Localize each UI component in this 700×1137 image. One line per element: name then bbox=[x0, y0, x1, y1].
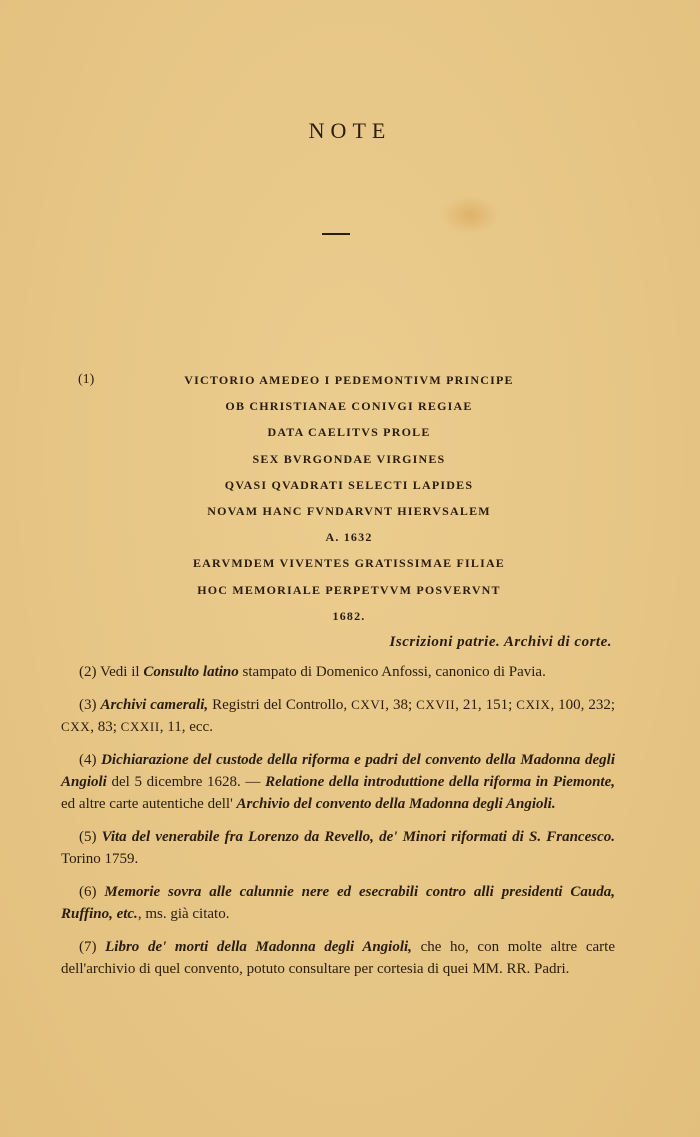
footnote-text: CXX bbox=[61, 719, 91, 734]
footnote-text: (3) bbox=[79, 697, 101, 713]
footnote-text: (7) bbox=[79, 939, 106, 955]
footnote-text: CXIX bbox=[516, 697, 551, 712]
footnote-text: , 21, 151; bbox=[455, 697, 517, 713]
footnote-text: (5) bbox=[79, 829, 102, 845]
footnote-text: stampato di Domenico Anfossi, canonico di Pavia. bbox=[238, 664, 546, 680]
inscription-line: VICTORIO AMEDEO I PEDEMONTIVM PRINCIPE bbox=[184, 373, 514, 387]
footnote-italic-text: Vita del venerabile fra Lorenzo da Revello, de' Minori riformati di S. Francesco. bbox=[101, 829, 615, 845]
inscription-line: 1682. bbox=[332, 608, 366, 623]
footnote-text: , 100, 232; bbox=[550, 697, 616, 713]
footnote bbox=[61, 661, 615, 683]
footnote-italic-text: Archivio del convento della Madonna degli Angioli. bbox=[236, 796, 556, 812]
footnote-italic-text: Memorie sovra alle calunnie nere ed esecrabili contro alli presidenti Cauda, Ruffino, etc. bbox=[61, 884, 615, 922]
inscription-line: OB CHRISTIANAE CONIVGI REGIAE bbox=[225, 399, 473, 414]
inscription-block bbox=[110, 371, 588, 633]
footnote-text: che ho, con molte altre carte dell'archivio di quel convento, potuto consultare per cortesia di quei MM. RR. Padri. bbox=[61, 939, 615, 977]
title-divider bbox=[322, 233, 350, 235]
note-1-source: Iscrizioni patrie. Archivi di corte. bbox=[389, 634, 612, 650]
inscription-line: HOC MEMORIALE PERPETVVM POSVERVNT bbox=[197, 582, 501, 597]
page-title: NOTE bbox=[308, 118, 392, 143]
footnote-italic-text: Libro de' morti della Madonna degli Angioli, bbox=[105, 939, 412, 955]
inscription-line: DATA CAELITVS PROLE bbox=[267, 425, 431, 440]
footnote-text: (4) bbox=[79, 752, 102, 768]
footnote bbox=[61, 936, 615, 980]
footnote-text: CXVII bbox=[416, 697, 456, 712]
footnote-text: del 5 dicembre 1628. — bbox=[106, 774, 266, 790]
footnote-text: , ms. già citato. bbox=[137, 906, 230, 922]
paper-stain bbox=[440, 195, 500, 235]
inscription-line: A. 1632 bbox=[325, 530, 373, 545]
note-1-number: (1) bbox=[78, 372, 95, 387]
footnote-italic-text: Dichiarazione del custode della riforma e padri del convento della Madonna degli Angioli bbox=[61, 752, 615, 790]
footnote bbox=[61, 749, 615, 815]
footnote-text: Torino 1759. bbox=[61, 851, 139, 867]
footnote-text: CXXII bbox=[120, 719, 160, 734]
footnote-text: , 11, ecc. bbox=[159, 719, 213, 735]
footnote-text: , 83; bbox=[90, 719, 121, 735]
inscription-line: EARVMDEM VIVENTES GRATISSIMAE FILIAE bbox=[192, 556, 506, 571]
footnote-text: , 38; bbox=[385, 697, 417, 713]
notes-list bbox=[61, 661, 615, 991]
footnote-italic-text: Archivi camerali, bbox=[100, 697, 209, 713]
footnote bbox=[61, 826, 615, 870]
footnote-text: ed altre carte autentiche dell' bbox=[61, 796, 237, 812]
footnote-text: (6) bbox=[79, 884, 105, 900]
footnote-text: (2) Vedi il bbox=[79, 664, 144, 680]
inscription-line: NOVAM HANC FVNDARVNT HIERVSALEM bbox=[207, 503, 491, 518]
footnote bbox=[61, 881, 615, 925]
inscription-line: SEX BVRGONDAE VIRGINES bbox=[252, 451, 446, 466]
footnote bbox=[61, 694, 615, 738]
footnote-italic-text: Relatione della introduttione della riforma in Piemonte, bbox=[265, 774, 615, 790]
footnote-italic-text: Consulto latino bbox=[143, 664, 239, 680]
footnote-text: Registri del Controllo, bbox=[208, 697, 352, 713]
footnote-text: CXVI bbox=[351, 697, 386, 712]
inscription-line: QVASI QVADRATI SELECTI LAPIDES bbox=[224, 477, 474, 492]
